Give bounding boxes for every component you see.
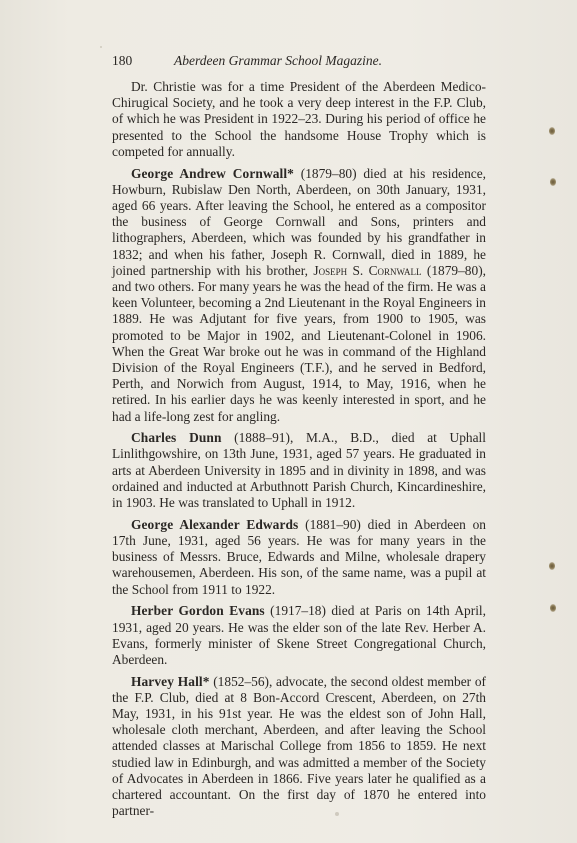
entry-name: George Alexander Edwards (131, 516, 299, 532)
entry-evans (112, 603, 486, 668)
binding-hole-mark (549, 562, 555, 570)
entry-name: Charles Dunn (131, 430, 222, 446)
entry-name: George Andrew Cornwall* (131, 165, 294, 181)
entry-text: (1881–90) died in Aberdeen on 17th June, 1931, aged 56 years. He was for many years in the business of Messrs. Bruce, Edwards and Milne, wholesale drapery warehousemen, Aberdeen. His son, of the same name, was a pupil at the School from 1911 to 1922. (112, 516, 486, 597)
entry-text: (1879–80) died at his residence, Howburn, Rubislaw Den North, Aberdeen, on 30th January, 1931, aged 66 years. After leaving the School, he entered as a compositor the business of George Cornwall and Sons, printers and lithographers, Aberdeen, which was founded by his grandfather in 1832; and when his father, Joseph R. Cornwall, died in 1889, he joined partnership with his brother, (112, 165, 487, 278)
paper-blemish (100, 46, 102, 48)
entry-name: Herber Gordon Evans (131, 603, 265, 619)
paragraph-christie (112, 79, 486, 160)
obituary-text (112, 79, 486, 825)
paragraph-text: Dr. Christie was for a time President of the Aberdeen Medico-Chirugical Society, and he took a very deep interest in the F.P. Club, of which he was President in 1922–23. During his period of office he presented to the School the handsome House Trophy which is competed for annually. (112, 79, 486, 159)
entry-cornwall (112, 166, 486, 425)
entry-smallcaps-name: Joseph S. Cornwall (313, 262, 422, 278)
binding-hole-mark (550, 604, 556, 612)
entry-hall (112, 674, 486, 820)
page-number: 180 (112, 53, 133, 68)
running-header (112, 52, 484, 70)
paper-blemish (335, 812, 339, 816)
entry-text-continued: (1879–80), and two others. For many years he was the head of the firm. He was a keen Volunteer, becoming a 2nd Lieutenant in the Royal Engineers in 1889. He was Adjutant for five years, from 1900 to 1905, was promoted to be Major in 1902, and Lieutenant-Colonel in 1906. When the Great War broke out he was in command of the Highland Division of the Royal Engineers (T.F.), and he served in Bedford, Perth, and Norwich from August, 1914, to May, 1916, when he retired. In his earlier days he was keenly interested in sport, and he had a life-long zest for angling. (112, 262, 486, 424)
binding-hole-mark (550, 178, 556, 186)
entry-name: Harvey Hall* (131, 673, 210, 689)
entry-text: (1917–18) died at Paris on 14th April, 1931, aged 20 years. He was the elder son of the late Rev. Herber A. Evans, formerly minister of Skene Street Congregational Church, Aberdeen. (112, 603, 486, 667)
entry-text: (1852–56), advocate, the second oldest member of the F.P. Club, died at 8 Bon-Accord Crescent, Aberdeen, on 27th May, 1931, in his 91st year. He was the eldest son of John Hall, wholesale cloth merchant, Aberdeen, and after leaving the School attended classes at Marischal College from 1856 to 1859. He next studied law in Edinburgh, and was admitted a member of the Society of Advocates in Aberdeen in 1866. Five years later he qualified as a chartered accountant. On the first day of 1870 he entered into partner- (112, 673, 486, 819)
entry-text: (1888–91), M.A., B.D., died at Uphall Linlithgowshire, on 13th June, 1931, aged 57 years. He graduated in arts at Aberdeen University in 1895 and in divinity in 1898, and was ordained and inducted at Arbuthnott Parish Church, Kincardineshire, in 1903. He was translated to Uphall in 1912. (112, 430, 486, 511)
entry-dunn (112, 430, 486, 511)
entry-edwards (112, 517, 486, 598)
binding-hole-mark (549, 127, 555, 135)
journal-title: Aberdeen Grammar School Magazine. (174, 53, 382, 68)
